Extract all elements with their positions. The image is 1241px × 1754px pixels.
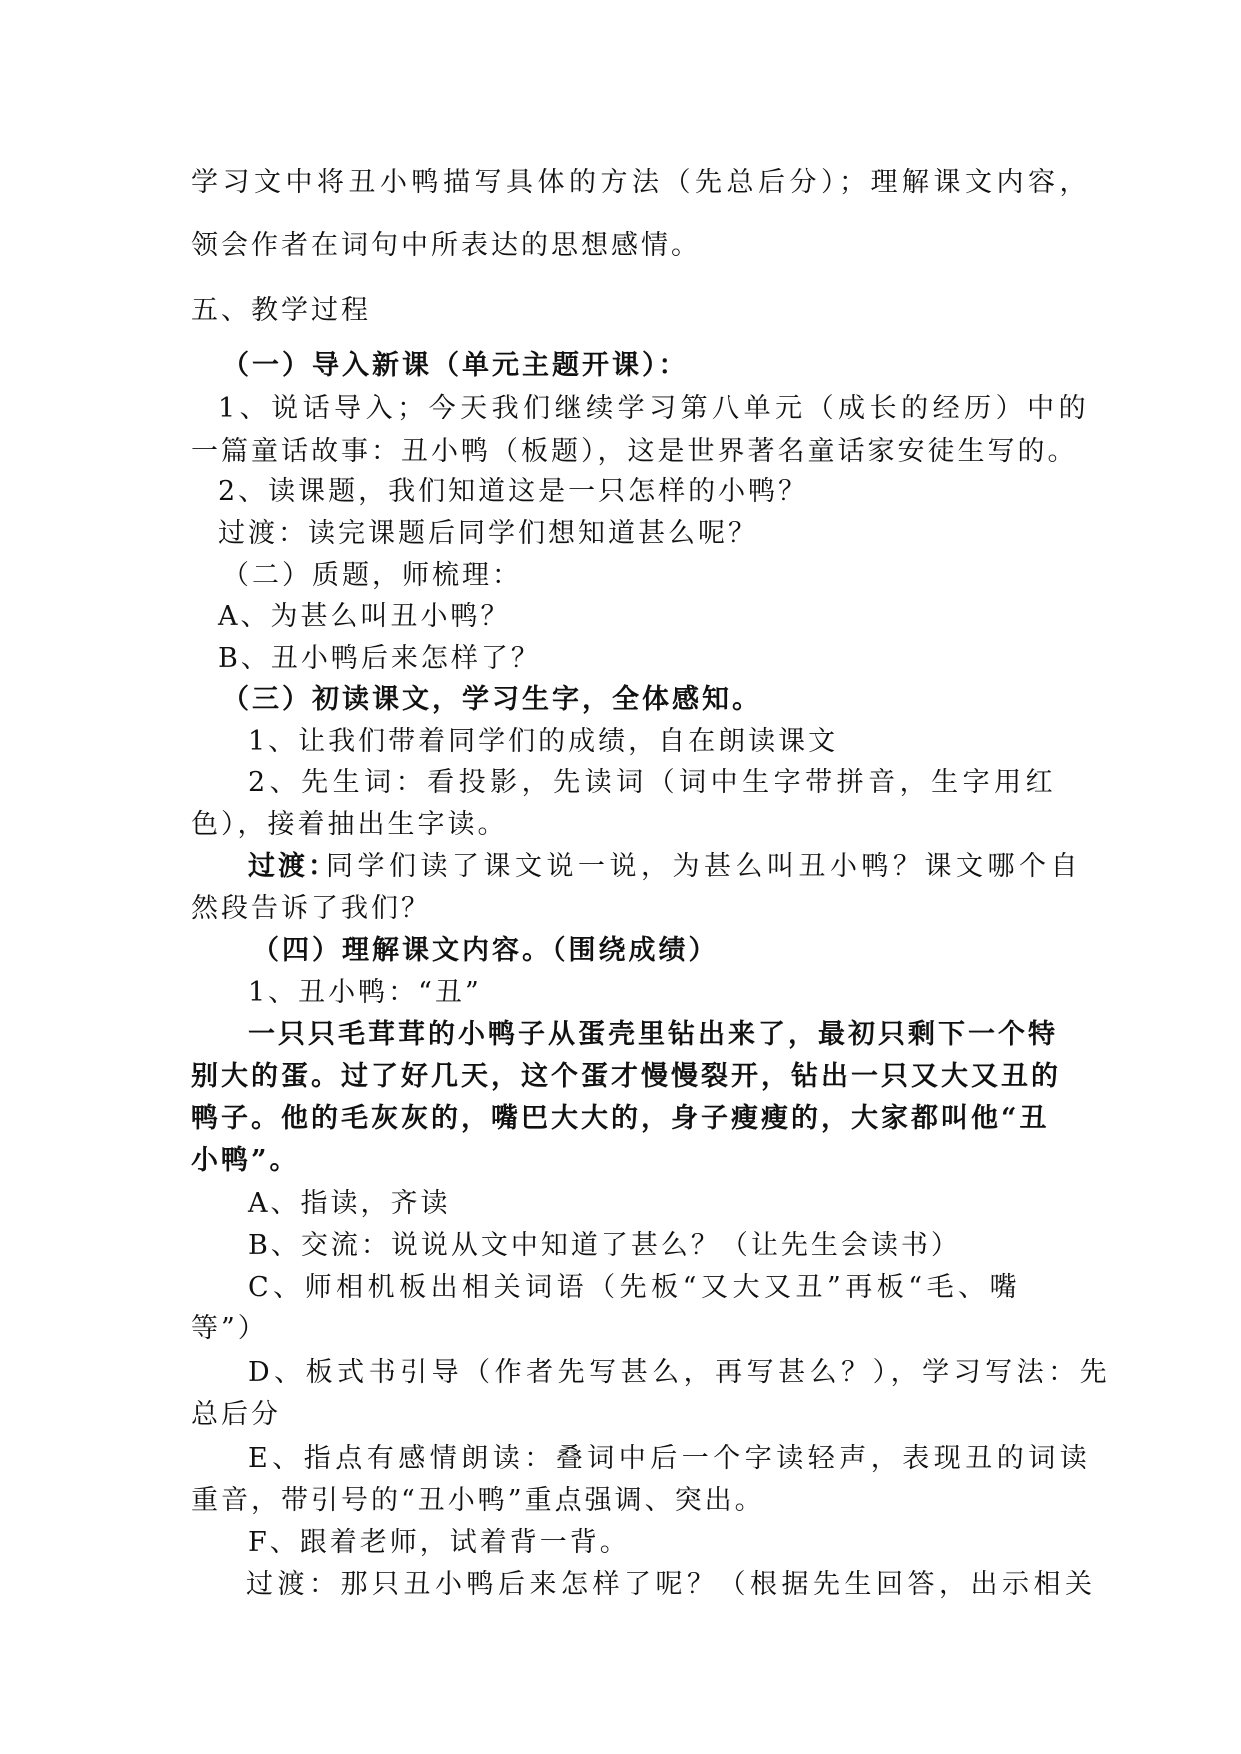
list-item: A、指读，齐读 [248, 1188, 451, 1219]
body-text-line: 1、说话导入；今天我们继续学习第八单元（成长的经历）中的 [218, 393, 1091, 424]
body-text-line: 同学们读了课文说一说，为甚么叫丑小鸭？课文哪个自 [326, 851, 1082, 882]
body-text-line: 等”） [191, 1313, 268, 1344]
body-text-line: 然段告诉了我们？ [191, 893, 431, 924]
quoted-passage-line: 鸭子。他的毛灰灰的，嘴巴大大的，身子瘦瘦的，大家都叫他“丑 [191, 1103, 1050, 1134]
section-heading: 五、教学过程 [191, 295, 371, 326]
subsection-heading: （二）质题，师梳理： [222, 560, 522, 591]
body-text-line: 过渡：那只丑小鸭后来怎样了呢？（根据先生回答，出示相关 [246, 1569, 1097, 1600]
body-text-line: 2、先生词：看投影，先读词（词中生字带拼音，生字用红 [248, 767, 1058, 798]
list-item: F、跟着老师，试着背一背。 [248, 1527, 630, 1558]
body-text-line: 领会作者在词句中所表达的思想感情。 [191, 230, 701, 261]
quoted-passage-line: 别大的蛋。过了好几天，这个蛋才慢慢裂开，钻出一只又大又丑的 [191, 1061, 1061, 1092]
quoted-passage-line: 一只只毛茸茸的小鸭子从蛋壳里钻出来了，最初只剩下一个特 [248, 1019, 1058, 1050]
list-item: D、板式书引导（作者先写甚么，再写甚么？），学习写法：先 [248, 1357, 1112, 1388]
transition-label: 过渡： [248, 851, 338, 882]
quoted-passage-line: 小鸭”。 [191, 1145, 300, 1176]
body-text-line: 总后分 [191, 1399, 281, 1430]
body-text-line: 1、丑小鸭：“丑” [248, 977, 482, 1008]
body-text-line: 2、读课题，我们知道这是一只怎样的小鸭？ [218, 476, 809, 507]
list-item: B、交流：说说从文中知道了甚么？（让先生会读书） [248, 1230, 961, 1261]
list-item: C、师相机板出相关词语（先板“又大又丑”再板“毛、嘴 [248, 1272, 1022, 1303]
subsection-heading: （一）导入新课（单元主题开课）： [222, 350, 689, 381]
body-text-line: 色），接着抽出生字读。 [191, 809, 508, 840]
body-text-line: 一篇童话故事：丑小鸭（板题），这是世界著名童话家安徒生写的。 [191, 436, 1078, 467]
subsection-heading: （三）初读课文，学习生字，全体感知。 [222, 684, 762, 715]
list-item: A、为甚么叫丑小鸭？ [218, 601, 511, 632]
body-text-line: 过渡：读完课题后同学们想知道甚么呢？ [218, 518, 758, 549]
subsection-heading: （四）理解课文内容。（围绕成绩） [252, 935, 719, 966]
list-item: B、丑小鸭后来怎样了？ [218, 643, 541, 674]
body-text-line: 1、让我们带着同学们的成绩，自在朗读课文 [248, 726, 839, 757]
body-text-line: 重音，带引号的“丑小鸭”重点强调、突出。 [191, 1485, 765, 1516]
body-text-line: 学习文中将丑小鸭描写具体的方法（先总后分）；理解课文内容， [191, 167, 1091, 198]
list-item: E、指点有感情朗读：叠词中后一个字读轻声，表现丑的词读 [248, 1443, 1092, 1474]
